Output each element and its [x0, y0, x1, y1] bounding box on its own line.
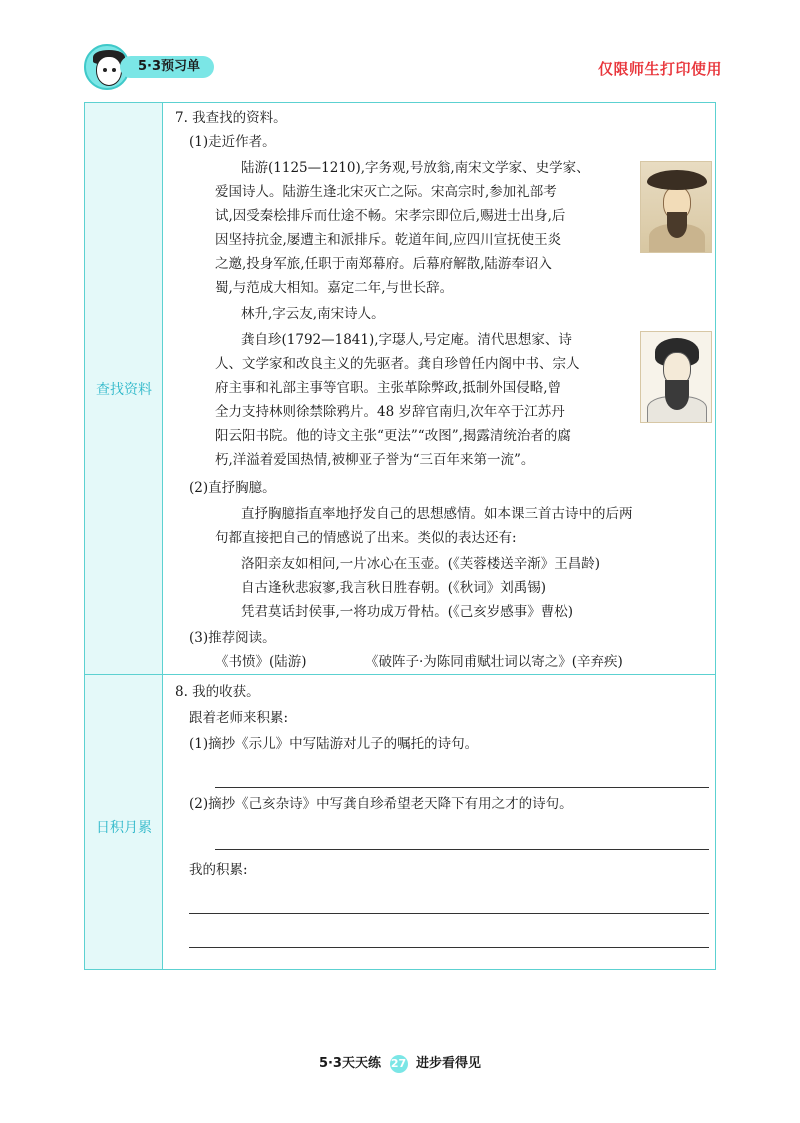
luyou-line-2: 爱国诗人。陆游生逢北宋灭亡之际。宋高宗时,参加礼部考	[215, 184, 557, 200]
section-label-accumulation: 日积月累	[96, 820, 152, 836]
gong-line-1: 龚自珍(1792—1841),字璱人,号定庵。清代思想家、诗	[241, 332, 572, 348]
gong-line-4: 全力支持林则徐禁除鸦片。48 岁辞官南归,次年卒于江苏丹	[215, 404, 565, 420]
poem-line-1: 洛阳亲友如相问,一片冰心在玉壶。(《芙蓉楼送辛渐》王昌龄)	[241, 556, 601, 572]
worksheet-table	[84, 102, 716, 970]
subsection-direct-expression: (2)直抒胸臆。	[189, 480, 276, 496]
usage-restriction: 仅限师生打印使用	[597, 60, 722, 78]
answer-line-1[interactable]	[215, 787, 709, 788]
section-label-cell	[85, 675, 163, 969]
luyou-line-1: 陆游(1125—1210),字务观,号放翁,南宋文学家、史学家、	[241, 160, 590, 176]
luyou-line-3: 试,因受秦桧排斥而仕途不畅。宋孝宗即位后,赐进士出身,后	[215, 208, 566, 224]
luyou-line-5: 之邀,投身军旅,任职于南郑幕府。后幕府解散,陆游奉诏入	[215, 256, 552, 272]
answer-line-2[interactable]	[215, 849, 709, 850]
gong-line-2: 人、文学家和改良主义的先驱者。龚自珍曾任内阁中书、宗人	[215, 356, 580, 372]
section-research	[85, 103, 715, 675]
poem-line-2: 自古逢秋悲寂寥,我言秋日胜春朝。(《秋词》刘禹锡)	[241, 580, 547, 596]
luyou-line-4: 因坚持抗金,屡遭主和派排斥。乾道年间,应四川宣抚使王炎	[215, 232, 562, 248]
footer-slogan: 进步看得见	[416, 1056, 482, 1071]
subsection-author: (1)走近作者。	[189, 134, 276, 150]
direct-expression-line-2: 句都直接把自己的情感说了出来。类似的表达还有:	[215, 530, 517, 546]
reading-item-2: 《破阵子·为陈同甫赋壮词以寄之》(辛弃疾)	[365, 654, 623, 670]
gong-line-5: 阳云阳书院。他的诗文主张“更法”“改图”,揭露清统治者的腐	[215, 428, 571, 444]
accumulation-intro: 跟着老师来积累:	[189, 710, 289, 726]
my-accumulation-label: 我的积累:	[189, 862, 248, 878]
gong-line-3: 府主事和礼部主事等官职。主张革除弊政,抵制外国侵略,曾	[215, 380, 562, 396]
gongzizhen-portrait	[640, 331, 712, 423]
luyou-line-6: 蜀,与范成大相知。嘉定二年,与世长辞。	[215, 280, 454, 296]
section-label-cell	[85, 103, 163, 674]
answer-line-3[interactable]	[189, 913, 709, 914]
question-7-title: 7. 我查找的资料。	[175, 110, 287, 126]
page-footer	[0, 1052, 800, 1073]
task-2: (2)摘抄《己亥杂诗》中写龚自珍希望老天降下有用之才的诗句。	[189, 796, 573, 812]
section-label-research: 查找资料	[96, 382, 152, 398]
luyou-portrait	[640, 161, 712, 253]
direct-expression-line-1: 直抒胸臆指直率地抒发自己的思想感情。如本课三首古诗中的后两	[241, 506, 633, 522]
answer-line-4[interactable]	[189, 947, 709, 948]
footer-brand: 5·3天天练	[318, 1056, 381, 1071]
gong-line-6: 朽,洋溢着爱国热情,被柳亚子誉为“三百年来第一流”。	[215, 452, 535, 468]
reading-item-1: 《书愤》(陆游)	[215, 654, 307, 670]
question-8-title: 8. 我的收获。	[175, 684, 260, 700]
brand-label: 5·3预习单	[120, 56, 214, 78]
page-header	[84, 44, 724, 92]
subsection-reading: (3)推荐阅读。	[189, 630, 276, 646]
poem-line-3: 凭君莫话封侯事,一将功成万骨枯。(《己亥岁感事》曹松)	[241, 604, 574, 620]
task-1: (1)摘抄《示儿》中写陆游对儿子的嘱托的诗句。	[189, 736, 479, 752]
page-number: 27	[390, 1055, 408, 1073]
section-accumulation	[85, 675, 715, 969]
linsheng-bio: 林升,字云友,南宋诗人。	[241, 306, 385, 322]
